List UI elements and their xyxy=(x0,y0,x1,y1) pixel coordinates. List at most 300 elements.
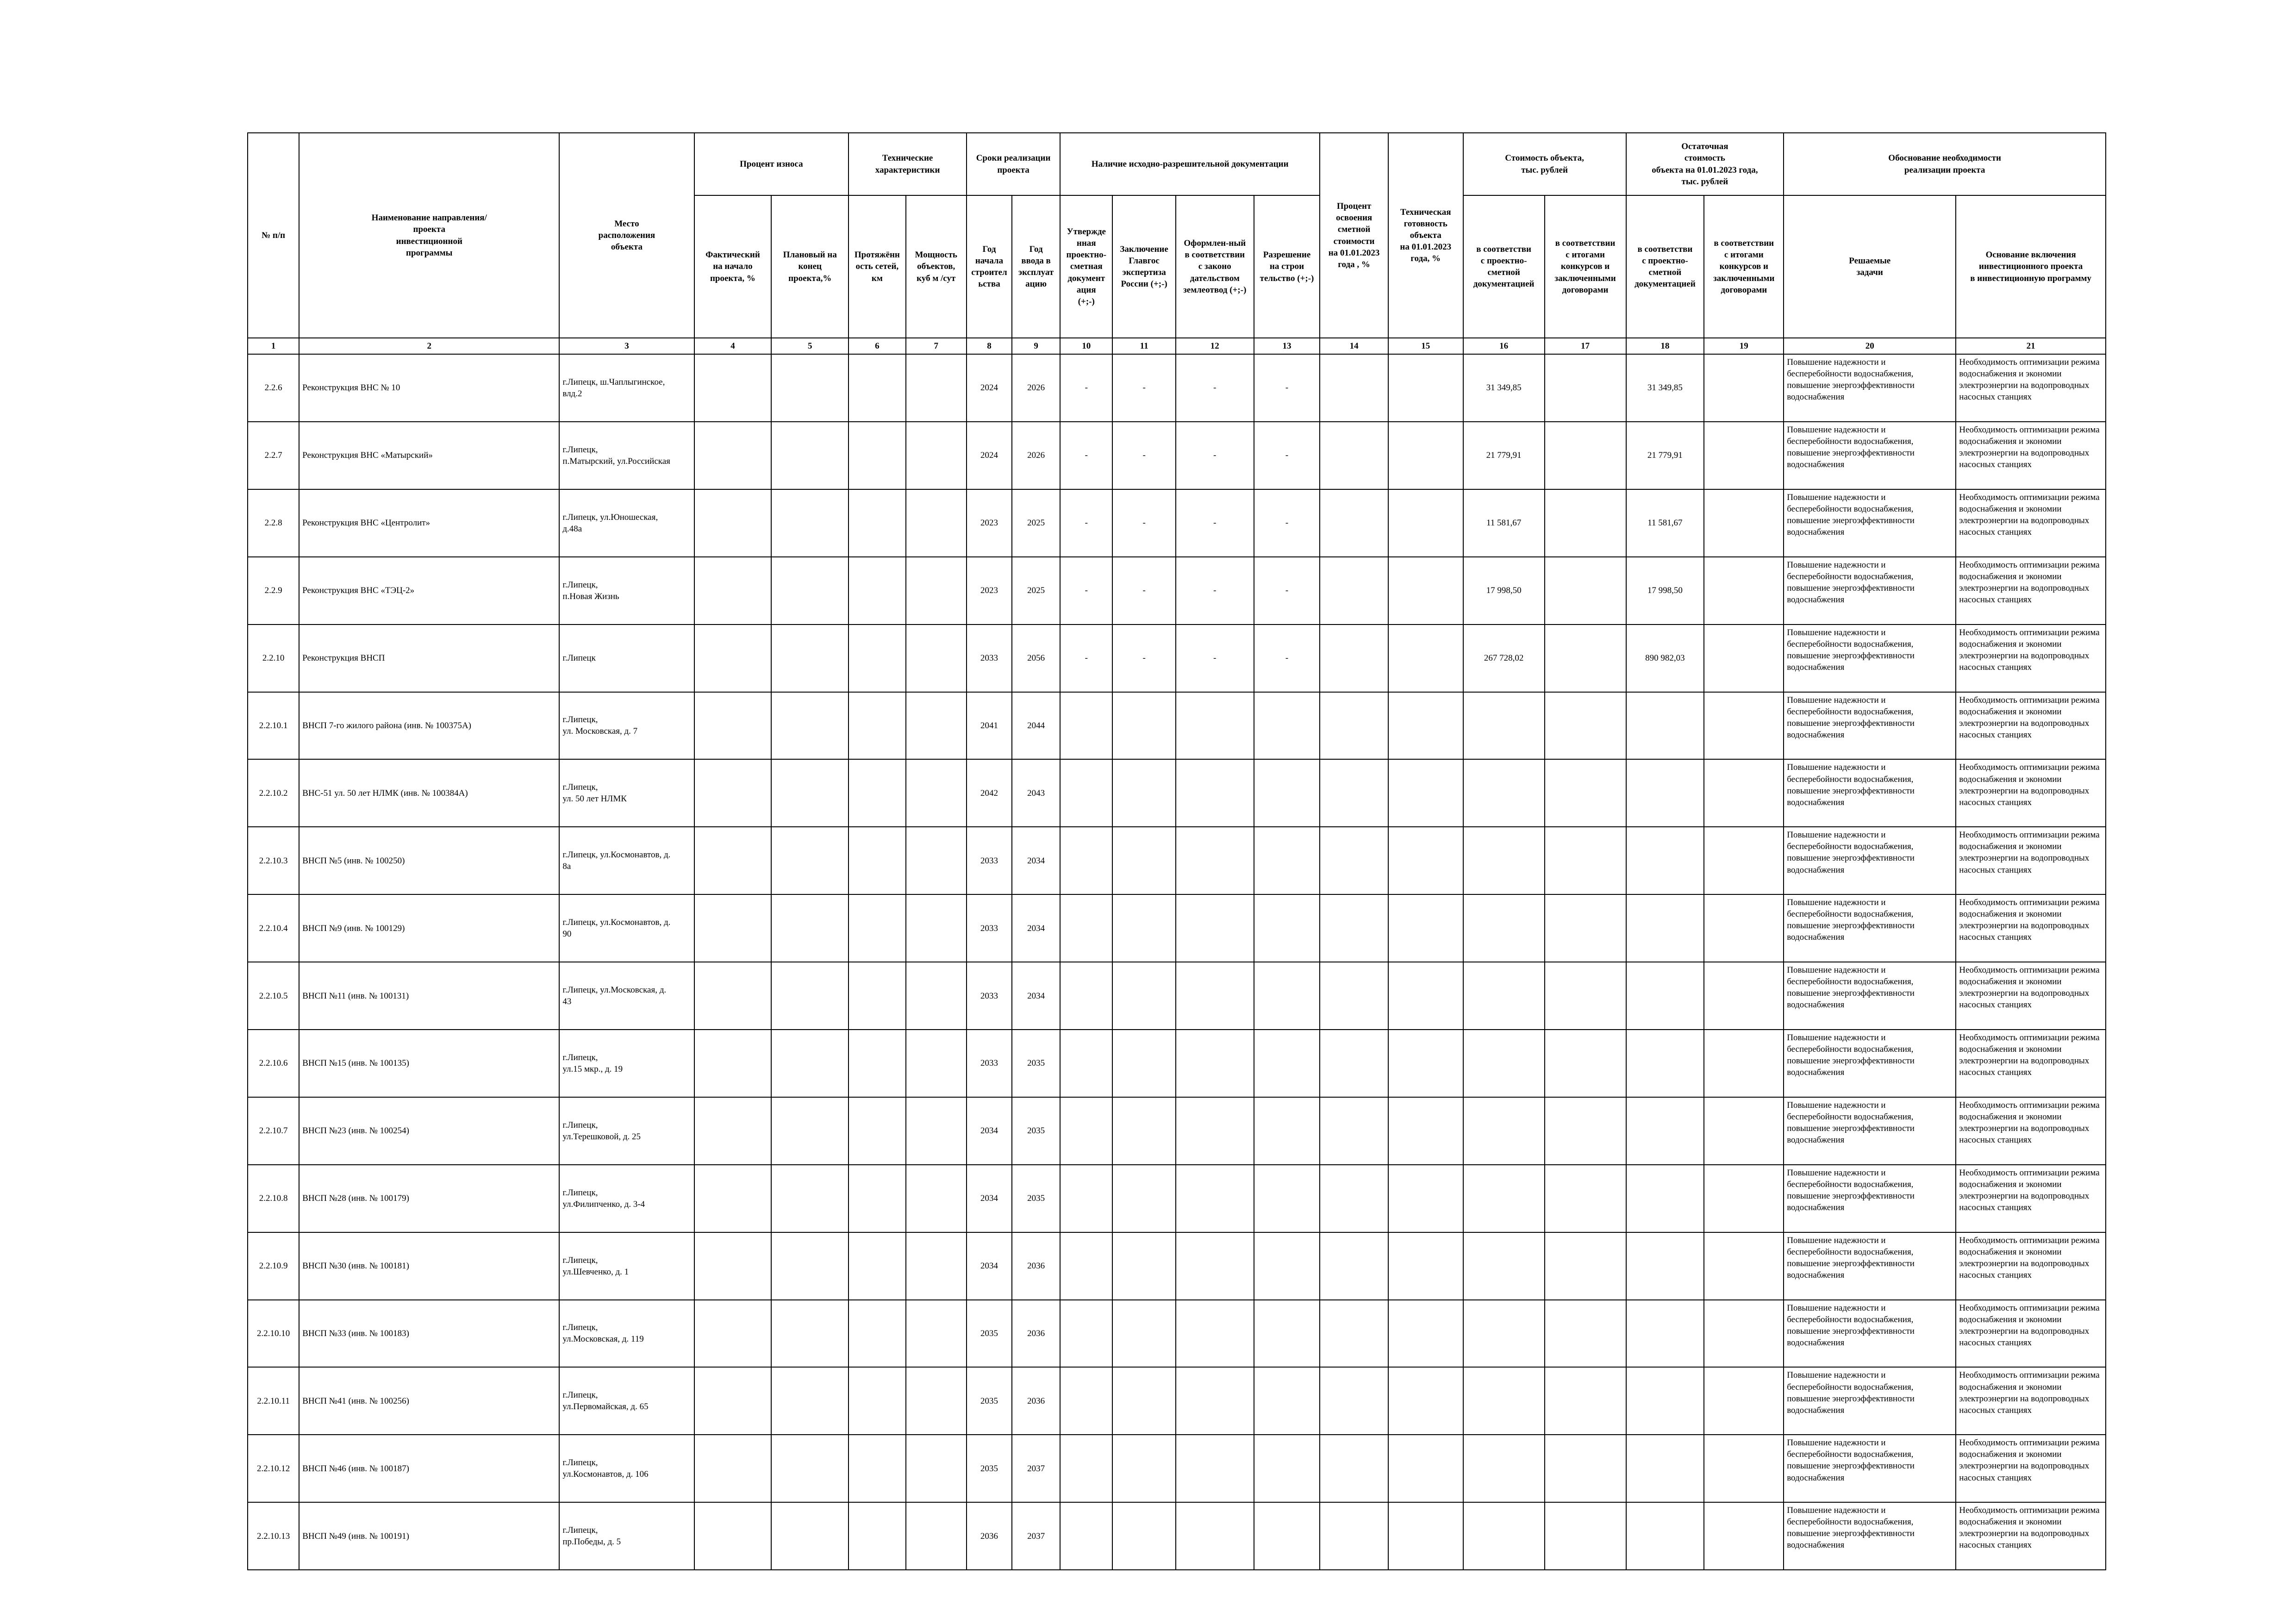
column-number: 14 xyxy=(1320,338,1388,354)
readiness-cell xyxy=(1388,1502,1463,1570)
tasks: Повышение надежности и бесперебойности водоснабжения, повышение энергоэффективности водоснабжения xyxy=(1784,692,1956,760)
column-number: 1 xyxy=(248,338,299,354)
cost-pd xyxy=(1463,1165,1545,1232)
percent-development-cell xyxy=(1320,557,1388,625)
wear-plan-cell xyxy=(771,489,849,557)
column-number: 15 xyxy=(1388,338,1463,354)
wear-actual-cell xyxy=(694,1232,772,1300)
project-location: г.Липецк, ул.Филипченко, д. 3-4 xyxy=(559,1165,694,1232)
end-year: 2034 xyxy=(1012,894,1060,962)
docs-permit xyxy=(1254,1435,1320,1502)
docs-land xyxy=(1176,1300,1254,1368)
end-year: 2025 xyxy=(1012,489,1060,557)
capacity-cell xyxy=(906,1502,967,1570)
network-length-cell xyxy=(849,1502,905,1570)
docs-expertise xyxy=(1112,1435,1175,1502)
start-year: 2034 xyxy=(967,1232,1012,1300)
row-number: 2.2.8 xyxy=(248,489,299,557)
cost-pd xyxy=(1463,1097,1545,1165)
row-number: 2.2.10.13 xyxy=(248,1502,299,1570)
percent-development-cell xyxy=(1320,489,1388,557)
docs-land xyxy=(1176,827,1254,894)
cost-contracts-cell xyxy=(1545,1232,1626,1300)
wear-actual-cell xyxy=(694,894,772,962)
reason: Необходимость оптимизации режима водоснабжения и экономии электроэнергии на водопроводных насосных станциях xyxy=(1956,625,2106,692)
capacity-cell xyxy=(906,1367,967,1435)
docs-approved xyxy=(1060,1367,1112,1435)
docs-land xyxy=(1176,1165,1254,1232)
wear-plan-cell xyxy=(771,1030,849,1097)
tasks: Повышение надежности и бесперебойности водоснабжения, повышение энергоэффективности водоснабжения xyxy=(1784,489,1956,557)
row-number: 2.2.10.2 xyxy=(248,759,299,827)
docs-permit xyxy=(1254,1165,1320,1232)
table-row xyxy=(248,1097,2106,1165)
end-year: 2036 xyxy=(1012,1232,1060,1300)
readiness-cell xyxy=(1388,489,1463,557)
residual-pd xyxy=(1626,1435,1704,1502)
docs-land xyxy=(1176,1097,1254,1165)
network-length-cell xyxy=(849,489,905,557)
network-length-cell xyxy=(849,894,905,962)
readiness-cell xyxy=(1388,1232,1463,1300)
end-year: 2026 xyxy=(1012,422,1060,489)
cost-contracts-cell xyxy=(1545,557,1626,625)
wear-actual-cell xyxy=(694,1030,772,1097)
project-name: Реконструкция ВНС № 10 xyxy=(299,354,559,422)
project-location: г.Липецк, п.Матырский, ул.Российская xyxy=(559,422,694,489)
docs-permit: - xyxy=(1254,422,1320,489)
project-name: ВНС-51 ул. 50 лет НЛМК (инв. № 100384А) xyxy=(299,759,559,827)
docs-approved xyxy=(1060,827,1112,894)
wear-actual-cell xyxy=(694,1165,772,1232)
docs-land xyxy=(1176,1502,1254,1570)
capacity-cell xyxy=(906,759,967,827)
residual-contracts-cell xyxy=(1704,1300,1784,1368)
table-row xyxy=(248,354,2106,422)
wear-actual-cell xyxy=(694,692,772,760)
percent-development-cell xyxy=(1320,1232,1388,1300)
readiness-cell xyxy=(1388,557,1463,625)
table-row xyxy=(248,692,2106,760)
reason: Необходимость оптимизации режима водоснабжения и экономии электроэнергии на водопроводных насосных станциях xyxy=(1956,692,2106,760)
column-number: 10 xyxy=(1060,338,1112,354)
docs-land xyxy=(1176,692,1254,760)
residual-pd xyxy=(1626,692,1704,760)
capacity-cell xyxy=(906,625,967,692)
project-location: г.Липецк, ул.15 мкр., д. 19 xyxy=(559,1030,694,1097)
docs-expertise: - xyxy=(1112,354,1175,422)
reason: Необходимость оптимизации режима водоснабжения и экономии электроэнергии на водопроводных насосных станциях xyxy=(1956,557,2106,625)
cost-pd xyxy=(1463,1435,1545,1502)
reason: Необходимость оптимизации режима водоснабжения и экономии электроэнергии на водопроводных насосных станциях xyxy=(1956,1097,2106,1165)
project-location: г.Липецк, ул.Космонавтов, д. 106 xyxy=(559,1435,694,1502)
tasks: Повышение надежности и бесперебойности водоснабжения, повышение энергоэффективности водоснабжения xyxy=(1784,759,1956,827)
end-year: 2035 xyxy=(1012,1165,1060,1232)
residual-contracts-cell xyxy=(1704,827,1784,894)
network-length-cell xyxy=(849,692,905,760)
end-year: 2035 xyxy=(1012,1030,1060,1097)
docs-permit xyxy=(1254,1097,1320,1165)
docs-land: - xyxy=(1176,489,1254,557)
table-row xyxy=(248,759,2106,827)
reason: Необходимость оптимизации режима водоснабжения и экономии электроэнергии на водопроводных насосных станциях xyxy=(1956,827,2106,894)
table-row xyxy=(248,1232,2106,1300)
column-number: 6 xyxy=(849,338,905,354)
capacity-cell xyxy=(906,1435,967,1502)
docs-land: - xyxy=(1176,422,1254,489)
percent-development-cell xyxy=(1320,1300,1388,1368)
header-technical-readiness: Техническая готовность объекта на 01.01.2023 года, % xyxy=(1388,133,1463,338)
docs-approved xyxy=(1060,1502,1112,1570)
tasks: Повышение надежности и бесперебойности водоснабжения, повышение энергоэффективности водоснабжения xyxy=(1784,1367,1956,1435)
start-year: 2024 xyxy=(967,422,1012,489)
table-row xyxy=(248,557,2106,625)
docs-land: - xyxy=(1176,625,1254,692)
header-docs-permit: Разрешение на строи тельство (+;-) xyxy=(1254,195,1320,338)
percent-development-cell xyxy=(1320,1030,1388,1097)
readiness-cell xyxy=(1388,1367,1463,1435)
column-number: 12 xyxy=(1176,338,1254,354)
capacity-cell xyxy=(906,422,967,489)
cost-pd xyxy=(1463,1367,1545,1435)
tasks: Повышение надежности и бесперебойности водоснабжения, повышение энергоэффективности водоснабжения xyxy=(1784,354,1956,422)
wear-plan-cell xyxy=(771,1300,849,1368)
column-number: 9 xyxy=(1012,338,1060,354)
header-no: № п/п xyxy=(248,133,299,338)
project-location: г.Липецк, ул.Космонавтов, д. 90 xyxy=(559,894,694,962)
end-year: 2044 xyxy=(1012,692,1060,760)
header-docs-group: Наличие исходно-разрешительной документации xyxy=(1060,133,1320,195)
readiness-cell xyxy=(1388,962,1463,1030)
header-tech-power: Мощность объектов, куб м /сут xyxy=(906,195,967,338)
project-location: г.Липецк, п.Новая Жизнь xyxy=(559,557,694,625)
row-number: 2.2.7 xyxy=(248,422,299,489)
residual-contracts-cell xyxy=(1704,354,1784,422)
network-length-cell xyxy=(849,354,905,422)
percent-development-cell xyxy=(1320,1435,1388,1502)
header-percent-development: Процент освоения сметной стоимости на 01.01.2023 года , % xyxy=(1320,133,1388,338)
docs-expertise xyxy=(1112,1232,1175,1300)
start-year: 2042 xyxy=(967,759,1012,827)
project-name: ВНСП №28 (инв. № 100179) xyxy=(299,1165,559,1232)
end-year: 2043 xyxy=(1012,759,1060,827)
residual-contracts-cell xyxy=(1704,1097,1784,1165)
wear-plan-cell xyxy=(771,354,849,422)
docs-permit xyxy=(1254,894,1320,962)
residual-contracts-cell xyxy=(1704,894,1784,962)
tasks: Повышение надежности и бесперебойности водоснабжения, повышение энергоэффективности водоснабжения xyxy=(1784,557,1956,625)
column-number-row xyxy=(248,338,2106,354)
header-tech-group: Технические характеристики xyxy=(849,133,967,195)
column-number: 18 xyxy=(1626,338,1704,354)
cost-pd xyxy=(1463,692,1545,760)
end-year: 2036 xyxy=(1012,1300,1060,1368)
residual-contracts-cell xyxy=(1704,962,1784,1030)
column-number: 4 xyxy=(694,338,772,354)
docs-land xyxy=(1176,1232,1254,1300)
start-year: 2034 xyxy=(967,1097,1012,1165)
column-number: 19 xyxy=(1704,338,1784,354)
residual-pd xyxy=(1626,1232,1704,1300)
start-year: 2036 xyxy=(967,1502,1012,1570)
readiness-cell xyxy=(1388,894,1463,962)
residual-contracts-cell xyxy=(1704,625,1784,692)
wear-plan-cell xyxy=(771,1165,849,1232)
docs-expertise xyxy=(1112,827,1175,894)
wear-plan-cell xyxy=(771,759,849,827)
docs-expertise xyxy=(1112,962,1175,1030)
docs-land xyxy=(1176,1435,1254,1502)
row-number: 2.2.10.4 xyxy=(248,894,299,962)
docs-approved: - xyxy=(1060,422,1112,489)
docs-approved xyxy=(1060,692,1112,760)
residual-pd: 21 779,91 xyxy=(1626,422,1704,489)
cost-contracts-cell xyxy=(1545,1435,1626,1502)
docs-expertise xyxy=(1112,1165,1175,1232)
column-number: 5 xyxy=(771,338,849,354)
residual-pd xyxy=(1626,1165,1704,1232)
docs-permit xyxy=(1254,1502,1320,1570)
row-number: 2.2.10.8 xyxy=(248,1165,299,1232)
project-location: г.Липецк, ул.Московская, д. 43 xyxy=(559,962,694,1030)
project-name: Реконструкция ВНС «ТЭЦ-2» xyxy=(299,557,559,625)
start-year: 2035 xyxy=(967,1367,1012,1435)
cost-pd xyxy=(1463,1030,1545,1097)
project-name: ВНСП №33 (инв. № 100183) xyxy=(299,1300,559,1368)
start-year: 2033 xyxy=(967,962,1012,1030)
readiness-cell xyxy=(1388,1300,1463,1368)
project-name: ВНСП №46 (инв. № 100187) xyxy=(299,1435,559,1502)
project-location: г.Липецк xyxy=(559,625,694,692)
table-row xyxy=(248,827,2106,894)
residual-contracts-cell xyxy=(1704,489,1784,557)
start-year: 2035 xyxy=(967,1435,1012,1502)
docs-permit xyxy=(1254,692,1320,760)
cost-pd xyxy=(1463,894,1545,962)
tasks: Повышение надежности и бесперебойности водоснабжения, повышение энергоэффективности водоснабжения xyxy=(1784,1435,1956,1502)
docs-permit xyxy=(1254,1367,1320,1435)
reason: Необходимость оптимизации режима водоснабжения и экономии электроэнергии на водопроводных насосных станциях xyxy=(1956,354,2106,422)
docs-approved xyxy=(1060,1232,1112,1300)
project-name: Реконструкция ВНСП xyxy=(299,625,559,692)
capacity-cell xyxy=(906,827,967,894)
row-number: 2.2.10.3 xyxy=(248,827,299,894)
residual-pd xyxy=(1626,1300,1704,1368)
docs-expertise: - xyxy=(1112,625,1175,692)
residual-contracts-cell xyxy=(1704,1165,1784,1232)
cost-contracts-cell xyxy=(1545,1097,1626,1165)
docs-approved: - xyxy=(1060,557,1112,625)
start-year: 2035 xyxy=(967,1300,1012,1368)
end-year: 2037 xyxy=(1012,1435,1060,1502)
docs-expertise xyxy=(1112,692,1175,760)
project-name: ВНСП №15 (инв. № 100135) xyxy=(299,1030,559,1097)
cost-contracts-cell xyxy=(1545,354,1626,422)
docs-approved xyxy=(1060,759,1112,827)
wear-actual-cell xyxy=(694,1367,772,1435)
reason: Необходимость оптимизации режима водоснабжения и экономии электроэнергии на водопроводных насосных станциях xyxy=(1956,1502,2106,1570)
reason: Необходимость оптимизации режима водоснабжения и экономии электроэнергии на водопроводных насосных станциях xyxy=(1956,1030,2106,1097)
project-name: Реконструкция ВНС «Матырский» xyxy=(299,422,559,489)
docs-approved xyxy=(1060,1300,1112,1368)
docs-land xyxy=(1176,759,1254,827)
capacity-cell xyxy=(906,1165,967,1232)
header-tech-length: Протяжённ ость сетей, км xyxy=(849,195,905,338)
cost-contracts-cell xyxy=(1545,625,1626,692)
residual-pd: 31 349,85 xyxy=(1626,354,1704,422)
cost-pd: 11 581,67 xyxy=(1463,489,1545,557)
readiness-cell xyxy=(1388,827,1463,894)
table-row xyxy=(248,625,2106,692)
start-year: 2033 xyxy=(967,1030,1012,1097)
docs-approved xyxy=(1060,962,1112,1030)
header-wear-group: Процент износа xyxy=(694,133,849,195)
docs-land: - xyxy=(1176,557,1254,625)
docs-expertise xyxy=(1112,1030,1175,1097)
start-year: 2033 xyxy=(967,625,1012,692)
residual-contracts-cell xyxy=(1704,1030,1784,1097)
cost-contracts-cell xyxy=(1545,1030,1626,1097)
docs-expertise xyxy=(1112,1300,1175,1368)
network-length-cell xyxy=(849,1367,905,1435)
residual-pd xyxy=(1626,1097,1704,1165)
header-docs-approved: Утвержде нная проектно- сметная документ ация (+;-) xyxy=(1060,195,1112,338)
reason: Необходимость оптимизации режима водоснабжения и экономии электроэнергии на водопроводных насосных станциях xyxy=(1956,1232,2106,1300)
table-row xyxy=(248,422,2106,489)
network-length-cell xyxy=(849,1165,905,1232)
docs-permit: - xyxy=(1254,354,1320,422)
cost-contracts-cell xyxy=(1545,1165,1626,1232)
residual-pd: 11 581,67 xyxy=(1626,489,1704,557)
project-location: г.Липецк, ул.Шевченко, д. 1 xyxy=(559,1232,694,1300)
docs-approved: - xyxy=(1060,489,1112,557)
residual-pd xyxy=(1626,1367,1704,1435)
cost-pd: 267 728,02 xyxy=(1463,625,1545,692)
wear-actual-cell xyxy=(694,422,772,489)
project-name: Реконструкция ВНС «Центролит» xyxy=(299,489,559,557)
table-header xyxy=(248,133,2106,354)
cost-contracts-cell xyxy=(1545,692,1626,760)
docs-approved: - xyxy=(1060,625,1112,692)
docs-permit xyxy=(1254,1030,1320,1097)
project-location: г.Липецк, ул.Первомайская, д. 65 xyxy=(559,1367,694,1435)
wear-actual-cell xyxy=(694,1502,772,1570)
end-year: 2036 xyxy=(1012,1367,1060,1435)
column-number: 17 xyxy=(1545,338,1626,354)
table-row xyxy=(248,489,2106,557)
wear-plan-cell xyxy=(771,1435,849,1502)
cost-contracts-cell xyxy=(1545,1367,1626,1435)
project-location: г.Липецк, пр.Победы, д. 5 xyxy=(559,1502,694,1570)
wear-actual-cell xyxy=(694,1435,772,1502)
residual-contracts-cell xyxy=(1704,1367,1784,1435)
table-row xyxy=(248,894,2106,962)
row-number: 2.2.10.5 xyxy=(248,962,299,1030)
capacity-cell xyxy=(906,1030,967,1097)
end-year: 2034 xyxy=(1012,827,1060,894)
table-row xyxy=(248,1165,2106,1232)
column-number: 8 xyxy=(967,338,1012,354)
network-length-cell xyxy=(849,759,905,827)
readiness-cell xyxy=(1388,1165,1463,1232)
end-year: 2026 xyxy=(1012,354,1060,422)
header-place: Место расположения объекта xyxy=(559,133,694,338)
percent-development-cell xyxy=(1320,1165,1388,1232)
readiness-cell xyxy=(1388,1435,1463,1502)
residual-pd xyxy=(1626,827,1704,894)
row-number: 2.2.10.11 xyxy=(248,1367,299,1435)
project-name: ВНСП 7-го жилого района (инв. № 100375А) xyxy=(299,692,559,760)
docs-land xyxy=(1176,1367,1254,1435)
wear-plan-cell xyxy=(771,1367,849,1435)
tasks: Повышение надежности и бесперебойности водоснабжения, повышение энергоэффективности водоснабжения xyxy=(1784,625,1956,692)
cost-pd xyxy=(1463,962,1545,1030)
end-year: 2037 xyxy=(1012,1502,1060,1570)
cost-pd: 31 349,85 xyxy=(1463,354,1545,422)
tasks: Повышение надежности и бесперебойности водоснабжения, повышение энергоэффективности водоснабжения xyxy=(1784,1502,1956,1570)
docs-land: - xyxy=(1176,354,1254,422)
cost-pd: 21 779,91 xyxy=(1463,422,1545,489)
docs-expertise xyxy=(1112,1097,1175,1165)
residual-pd xyxy=(1626,894,1704,962)
project-name: ВНСП №5 (инв. № 100250) xyxy=(299,827,559,894)
reason: Необходимость оптимизации режима водоснабжения и экономии электроэнергии на водопроводных насосных станциях xyxy=(1956,1300,2106,1368)
residual-contracts-cell xyxy=(1704,557,1784,625)
wear-plan-cell xyxy=(771,1097,849,1165)
percent-development-cell xyxy=(1320,1367,1388,1435)
reason: Необходимость оптимизации режима водоснабжения и экономии электроэнергии на водопроводных насосных станциях xyxy=(1956,759,2106,827)
cost-pd xyxy=(1463,1300,1545,1368)
project-name: ВНСП №49 (инв. № 100191) xyxy=(299,1502,559,1570)
project-location: г.Липецк, ул.Московская, д. 119 xyxy=(559,1300,694,1368)
docs-land xyxy=(1176,962,1254,1030)
cost-pd xyxy=(1463,759,1545,827)
docs-permit: - xyxy=(1254,625,1320,692)
column-number: 11 xyxy=(1112,338,1175,354)
wear-plan-cell xyxy=(771,625,849,692)
wear-actual-cell xyxy=(694,489,772,557)
column-number: 21 xyxy=(1956,338,2106,354)
table-row xyxy=(248,1367,2106,1435)
project-name: ВНСП №9 (инв. № 100129) xyxy=(299,894,559,962)
header-cost-pd: в соответстви с проектно- сметной документацией xyxy=(1463,195,1545,338)
network-length-cell xyxy=(849,422,905,489)
residual-pd xyxy=(1626,1502,1704,1570)
table-body xyxy=(248,354,2106,1570)
readiness-cell xyxy=(1388,759,1463,827)
docs-expertise: - xyxy=(1112,422,1175,489)
project-name: ВНСП №30 (инв. № 100181) xyxy=(299,1232,559,1300)
column-number: 20 xyxy=(1784,338,1956,354)
cost-contracts-cell xyxy=(1545,894,1626,962)
percent-development-cell xyxy=(1320,1097,1388,1165)
row-number: 2.2.10.9 xyxy=(248,1232,299,1300)
percent-development-cell xyxy=(1320,894,1388,962)
cost-contracts-cell xyxy=(1545,1502,1626,1570)
percent-development-cell xyxy=(1320,354,1388,422)
cost-contracts-cell xyxy=(1545,759,1626,827)
header-residual-contracts: в соответствии с итогами конкурсов и заключенными договорами xyxy=(1704,195,1784,338)
network-length-cell xyxy=(849,557,905,625)
tasks: Повышение надежности и бесперебойности водоснабжения, повышение энергоэффективности водоснабжения xyxy=(1784,1232,1956,1300)
cost-contracts-cell xyxy=(1545,489,1626,557)
network-length-cell xyxy=(849,1435,905,1502)
network-length-cell xyxy=(849,962,905,1030)
percent-development-cell xyxy=(1320,962,1388,1030)
row-number: 2.2.10.7 xyxy=(248,1097,299,1165)
percent-development-cell xyxy=(1320,827,1388,894)
header-residual-group: Остаточная стоимость объекта на 01.01.2023 года, тыс. рублей xyxy=(1626,133,1784,195)
